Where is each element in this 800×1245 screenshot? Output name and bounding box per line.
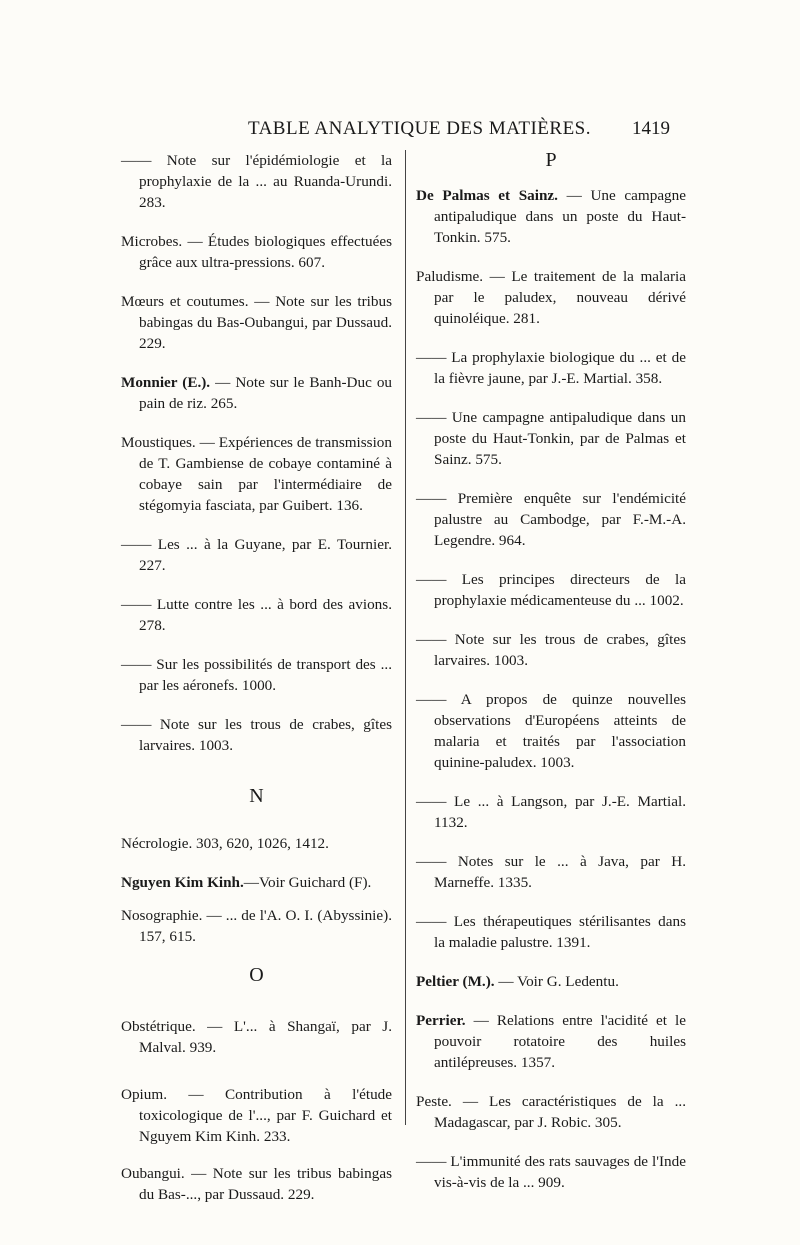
page-number: 1419 (632, 118, 670, 139)
index-entry (121, 150, 392, 213)
index-entry (121, 291, 392, 354)
entry-text: Opium. — Contribution à l'étude toxicologique de l'..., par F. Guichard et Nguyem Kim Kinh. 233. (121, 1086, 392, 1145)
index-entry (416, 1151, 686, 1193)
index-entry (416, 689, 686, 773)
entry-heading: Monnier (E.). (121, 374, 211, 391)
entry-text: —— Les thérapeutiques stérilisantes dans la maladie palustre. 1391. (416, 913, 686, 951)
entry-text: Moustiques. — Expériences de transmission de T. Gambiense de cobaye contaminé à cobaye sain par l'intermédiaire de stégomyia fasciata, par Guibert. 136. (121, 434, 392, 514)
entry-text: — Note sur le Banh-Duc ou pain de riz. 265. (139, 374, 393, 412)
right-column (416, 150, 686, 1211)
index-entry (121, 534, 392, 576)
entry-text: —— Sur les possibilités de transport des ... par les aéronefs. 1000. (121, 656, 392, 694)
index-entry (416, 185, 686, 248)
entry-text: —Voir Guichard (F). (243, 874, 372, 891)
index-entry (416, 791, 686, 833)
entry-text: —— Les ... à la Guyane, par E. Tournier. 227. (121, 536, 392, 574)
index-entry (121, 594, 392, 636)
entry-text: Nosographie. — ... de l'A. O. I. (Abyssinie). 157, 615. (121, 907, 392, 945)
entry-text: —— L'immunité des rats sauvages de l'Inde vis-à-vis de la ... 909. (416, 1153, 686, 1191)
entry-text: — Voir G. Ledentu. (494, 973, 619, 990)
index-entry (416, 1010, 686, 1073)
index-entry (416, 347, 686, 389)
entry-text: —— Note sur les trous de crabes, gîtes larvaires. 1003. (121, 716, 392, 754)
entry-text: Oubangui. — Note sur les tribus babingas du Bas-..., par Dussaud. 229. (121, 1165, 392, 1203)
section-letter: N (249, 785, 264, 807)
entry-heading: De Palmas et Sainz. (416, 187, 558, 204)
index-entry (121, 1016, 392, 1058)
entry-text: — Une campagne antipaludique dans un poste du Haut-Tonkin. 575. (434, 187, 686, 246)
entry-text: —— Notes sur le ... à Java, par H. Marneffe. 1335. (416, 853, 686, 891)
entry-text: —— Une campagne antipaludique dans un poste du Haut-Tonkin, par de Palmas et Sainz. 575. (416, 409, 686, 468)
index-entry (416, 266, 686, 329)
index-entry (121, 231, 392, 273)
entry-heading: Perrier. (416, 1012, 466, 1029)
index-entry (416, 488, 686, 551)
entry-text: Paludisme. — Le traitement de la malaria par le paludex, nouveau dérivé quinoléique. 281. (416, 268, 686, 327)
entry-text: Microbes. — Études biologiques effectuées grâce aux ultra-pressions. 607. (121, 233, 392, 271)
entry-text: Mœurs et coutumes. — Note sur les tribus babingas du Bas-Oubangui, par Dussaud. 229. (121, 293, 392, 352)
page-header (0, 118, 800, 142)
index-entry (416, 407, 686, 470)
index-entry (121, 432, 392, 516)
index-entry (416, 569, 686, 611)
index-entry (121, 1163, 392, 1205)
entry-text: —— Lutte contre les ... à bord des avions. 278. (121, 596, 392, 634)
entry-text: —— A propos de quinze nouvelles observations d'Européens atteints de malaria et traités par l'association quinine-paludex. 1003. (416, 691, 686, 771)
column-divider (405, 150, 406, 1125)
entry-text: Peste. — Les caractéristiques de la ... Madagascar, par J. Robic. 305. (416, 1093, 686, 1131)
index-entry (416, 911, 686, 953)
entry-heading: Nguyen Kim Kinh. (121, 874, 244, 891)
index-entry (121, 372, 392, 414)
section-letter: O (249, 964, 264, 986)
entry-heading: Peltier (M.). (416, 973, 495, 990)
entry-text: Obstétrique. — L'... à Shangaï, par J. Malval. 939. (121, 1018, 392, 1056)
entry-text: —— La prophylaxie biologique du ... et de la fièvre jaune, par J.-E. Martial. 358. (416, 349, 686, 387)
index-entry (121, 654, 392, 696)
index-entry (416, 971, 686, 992)
entry-text: — Relations entre l'acidité et le pouvoir rotatoire des huiles antilépreuses. 1357. (434, 1012, 686, 1071)
entry-text: —— Note sur l'épidémiologie et la prophylaxie de la ... au Ruanda-Urundi. 283. (121, 152, 392, 211)
entry-text: —— Note sur les trous de crabes, gîtes larvaires. 1003. (416, 631, 686, 669)
index-entry (121, 872, 392, 893)
running-title: TABLE ANALYTIQUE DES MATIÈRES. (248, 118, 592, 139)
index-entry (416, 851, 686, 893)
index-entry (416, 629, 686, 671)
index-entry (121, 1084, 392, 1147)
index-entry (121, 833, 392, 854)
index-entry (121, 714, 392, 756)
index-entry (416, 1091, 686, 1133)
entry-text: —— Première enquête sur l'endémicité palustre au Cambodge, par F.-M.-A. Legendre. 964. (416, 490, 686, 549)
section-letter: P (545, 149, 557, 171)
entry-text: —— Les principes directeurs de la prophylaxie médicamenteuse du ... 1002. (416, 571, 686, 609)
entry-text: —— Le ... à Langson, par J.-E. Martial. 1132. (416, 793, 686, 831)
index-entry (121, 905, 392, 947)
left-column (121, 150, 392, 1223)
entry-text: Nécrologie. 303, 620, 1026, 1412. (121, 835, 329, 852)
